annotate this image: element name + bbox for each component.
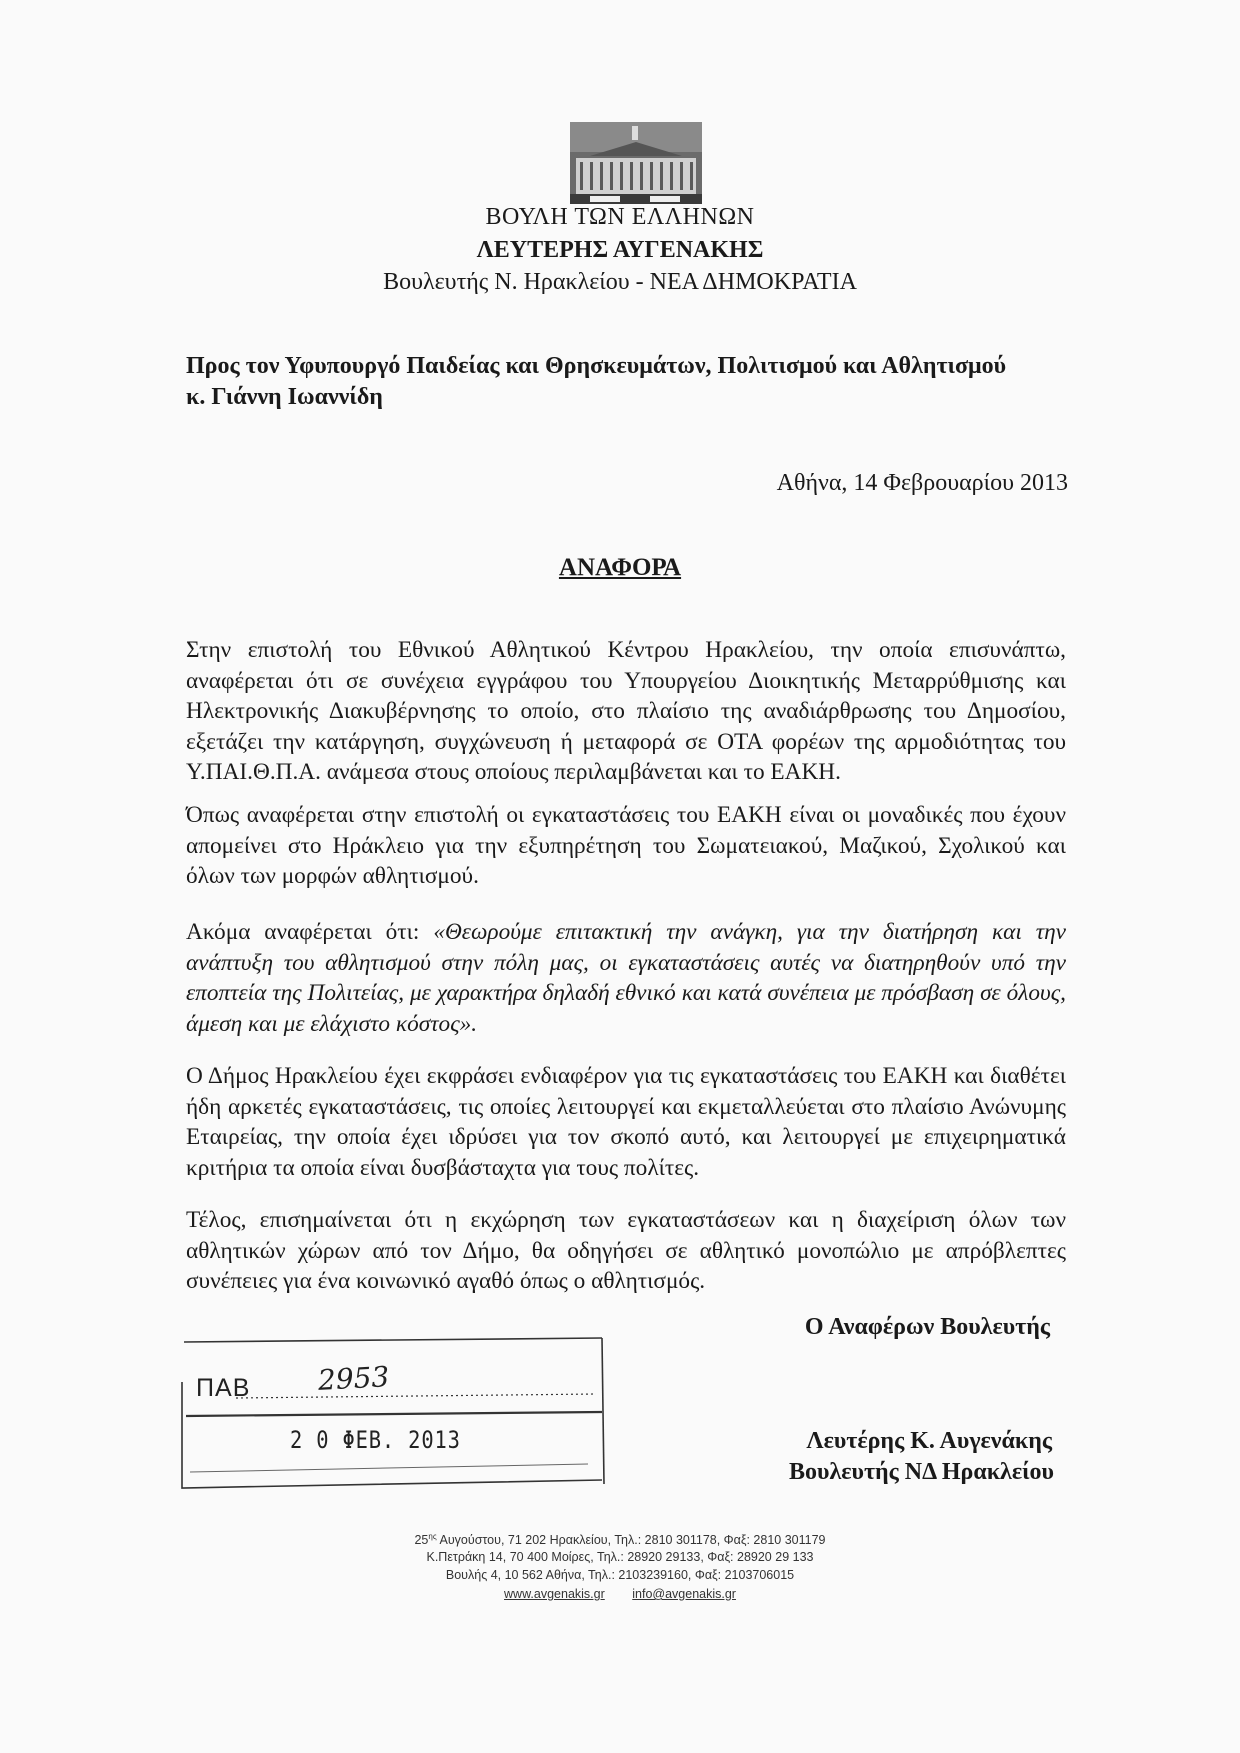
- signer-name: Λευτέρης Κ. Αυγενάκης: [806, 1428, 1052, 1454]
- footer-address-rest: Αυγούστου, 71 202 Ηρακλείου, Τηλ.: 2810 301178, Φαξ: 2810 301179: [436, 1533, 826, 1548]
- body-paragraph-1: [186, 635, 1066, 788]
- recipient-line-2: κ. Γιάννη Ιωαννίδη: [186, 384, 383, 410]
- footer-address-moires: Κ.Πετράκη 14, 70 400 Μοίρες, Τηλ.: 28920 29133, Φαξ: 28920 29 133: [426, 1550, 814, 1564]
- parliament-emblem-icon: [570, 122, 702, 204]
- recipient-line-1: Προς τον Υφυπουργό Παιδείας και Θρησκευμάτων, Πολιτισμού και Αθλητισμού: [186, 353, 1007, 379]
- body-paragraph-3: [186, 917, 1066, 1039]
- paragraph-text: [186, 917, 1066, 1039]
- stamp-date: 2 0 ΦΕΒ. 2013: [290, 1426, 461, 1454]
- signer-role: Βουλευτής ΝΔ Ηρακλείου: [788, 1459, 1054, 1485]
- body-paragraph-4: [186, 1061, 1066, 1183]
- body-paragraph-2: [186, 800, 1066, 892]
- footer-address-number: 25: [414, 1533, 429, 1548]
- stamp-handwritten-number: 2953: [317, 1360, 391, 1397]
- website-link[interactable]: www.avgenakis.gr: [504, 1587, 605, 1601]
- signer-title: Ο Αναφέρων Βουλευτής: [804, 1314, 1050, 1340]
- footer-links: [0, 1587, 1240, 1601]
- footer-address-heraklion: [0, 1532, 1240, 1547]
- paragraph-text: Ο Δήμος Ηρακλείου έχει εκφράσει ενδιαφέρον για τις εγκαταστάσεις του ΕΑΚΗ και διαθέτει ήδη αρκετές εγκαταστάσεις, τις οποίες λειτουργεί και εκμεταλλεύεται στο πλαίσιο Ανώνυμης Εταιρείας, την οποία έχει ιδρύσει για τον σκοπό αυτό, και λειτουργεί με επιχειρηματικά κριτήρια τα οποία είναι δυσβάσταχτα για τους πολίτες.: [186, 1063, 1066, 1181]
- parliament-name: ΒΟΥΛΗ ΤΩΝ ΕΛΛΗΝΩΝ: [485, 204, 755, 230]
- quote-lead: Ακόμα αναφέρεται ότι:: [186, 919, 434, 945]
- paragraph-text: Όπως αναφέρεται στην επιστολή οι εγκαταστάσεις του ΕΑΚΗ είναι οι μοναδικές που έχουν απομείνει στο Ηράκλειο για την εξυπηρέτηση του Σωματειακού, Μαζικού, Σχολικού και όλων των μορφών αθλητισμού.: [186, 802, 1066, 890]
- body-paragraph-5: [186, 1205, 1066, 1297]
- subject-heading: ΑΝΑΦΟΡΑ: [558, 554, 682, 581]
- letter-date: Αθήνα, 14 Φεβρουαρίου 2013: [776, 470, 1068, 496]
- footer-address-athens: Βουλής 4, 10 562 Αθήνα, Τηλ.: 2103239160, Φαξ: 2103706015: [445, 1568, 795, 1582]
- email-link[interactable]: info@avgenakis.gr: [632, 1587, 736, 1601]
- stamp-label: ΠΑΒ: [196, 1374, 251, 1402]
- quote-text: «Θεωρούμε επιτακτική την ανάγκη, για την διατήρηση και την ανάπτυξη του αθλητισμού στην πόλη μας, οι εγκαταστάσεις αυτές να διατηρηθούν υπό την εποπτεία της Πολιτείας, με χαρακτήρα δηλαδή εθνικό και κατά συνέπεια με πρόσβαση σε όλους, άμεση και με ελάχιστο κόστος».: [186, 919, 1066, 1037]
- mp-name-heading: ΛΕΥΤΕΡΗΣ ΑΥΓΕΝΑΚΗΣ: [476, 237, 764, 263]
- paragraph-text: Τέλος, επισημαίνεται ότι η εκχώρηση των εγκαταστάσεων και η διαχείριση όλων των αθλητικών χώρων από τον Δήμο, θα οδηγήσει σε αθλητικό μονοπώλιο με απρόβλεπτες συνέπειες για ένα κοινωνικό αγαθό όπως ο αθλητισμός.: [186, 1207, 1066, 1295]
- mp-role: Βουλευτής Ν. Ηρακλείου - ΝΕΑ ΔΗΜΟΚΡΑΤΙΑ: [383, 269, 857, 295]
- received-stamp-frame: [176, 1334, 608, 1492]
- footer-ordinal-suffix: ης: [428, 1532, 437, 1541]
- paragraph-text: Στην επιστολή του Εθνικού Αθλητικού Κέντρου Ηρακλείου, την οποία επισυνάπτω, αναφέρεται ότι σε συνέχεια εγγράφου του Υπουργείου Διοικητικής Μεταρρύθμισης και Ηλεκτρονικής Διακυβέρνησης το οποίο, στο πλαίσιο της αναδιάρθρωσης του Δημοσίου, εξετάζει την κατάργηση, συγχώνευση ή μεταφορά σε ΟΤΑ φορέων της αρμοδιότητας του Υ.ΠΑΙ.Θ.Π.Α. ανάμεσα στους οποίους περιλαμβάνεται και το ΕΑΚΗ.: [186, 637, 1066, 786]
